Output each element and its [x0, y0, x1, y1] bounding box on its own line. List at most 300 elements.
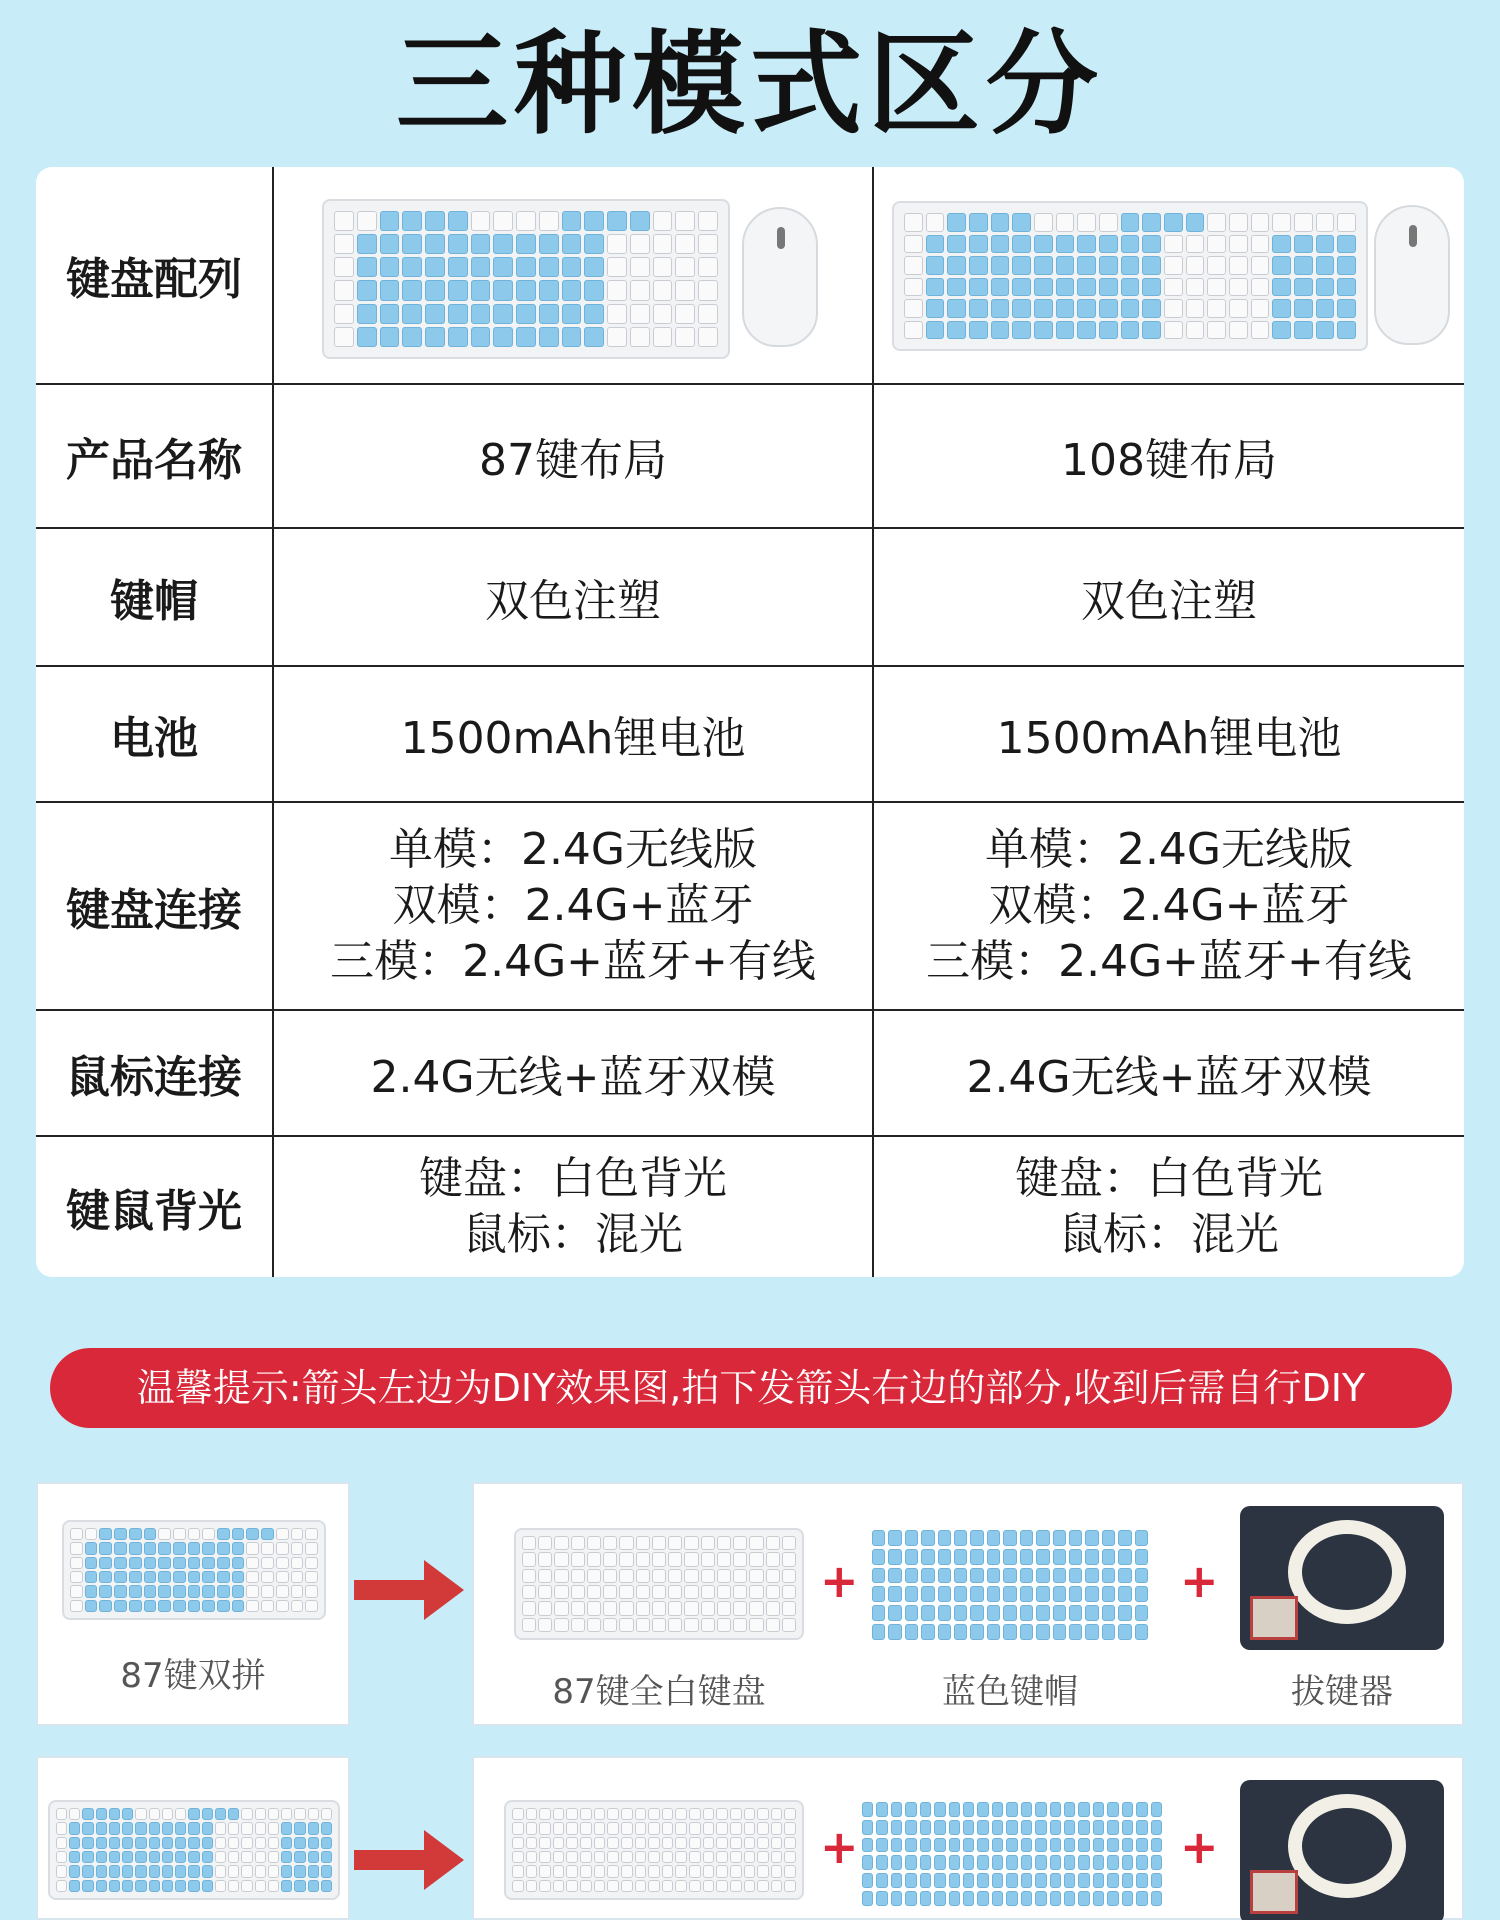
key	[1121, 278, 1140, 297]
key	[522, 1585, 536, 1599]
key	[1229, 299, 1248, 318]
key	[82, 1880, 93, 1892]
key	[584, 327, 604, 347]
key	[1251, 213, 1270, 232]
key	[122, 1822, 133, 1834]
key	[757, 1837, 769, 1849]
key	[85, 1557, 98, 1569]
key	[947, 256, 966, 275]
key	[268, 1865, 279, 1877]
key	[904, 321, 923, 340]
key	[891, 1873, 902, 1888]
key	[891, 1855, 902, 1870]
key	[784, 1808, 796, 1820]
row-label: 产品名称	[36, 385, 274, 527]
table-row	[36, 529, 1464, 665]
key	[784, 1880, 796, 1892]
key	[905, 1624, 918, 1640]
key	[96, 1880, 107, 1892]
key	[668, 1536, 682, 1550]
key	[607, 211, 627, 231]
key	[872, 1605, 885, 1621]
key	[675, 234, 695, 254]
key	[571, 1536, 585, 1550]
key	[334, 257, 354, 277]
key	[471, 280, 491, 300]
key	[261, 1585, 274, 1597]
key	[689, 1880, 701, 1892]
key	[587, 1585, 601, 1599]
key	[662, 1851, 674, 1863]
row-label: 键盘配列	[36, 167, 274, 383]
key	[1136, 1873, 1147, 1888]
key	[144, 1528, 157, 1540]
key	[987, 1549, 1000, 1565]
key	[1107, 1838, 1118, 1853]
key	[215, 1837, 226, 1849]
key	[977, 1855, 988, 1870]
key	[215, 1880, 226, 1892]
key	[1077, 235, 1096, 254]
key	[580, 1822, 592, 1834]
key	[526, 1808, 538, 1820]
key	[1078, 1802, 1089, 1817]
key	[1020, 1568, 1033, 1584]
key	[56, 1880, 67, 1892]
key	[135, 1880, 146, 1892]
key	[162, 1851, 173, 1863]
key	[70, 1542, 83, 1554]
key	[698, 234, 718, 254]
key	[977, 1873, 988, 1888]
key	[188, 1837, 199, 1849]
arrow-right-icon	[354, 1830, 464, 1890]
key	[621, 1851, 633, 1863]
key	[99, 1571, 112, 1583]
key	[1085, 1624, 1098, 1640]
key	[202, 1557, 215, 1569]
key	[594, 1880, 606, 1892]
key	[1135, 1605, 1148, 1621]
key	[522, 1601, 536, 1615]
key	[571, 1552, 585, 1566]
key	[636, 1601, 650, 1615]
key	[603, 1552, 617, 1566]
key	[1077, 213, 1096, 232]
key	[1012, 321, 1031, 340]
keyboard-108-duo-image	[48, 1800, 340, 1900]
key	[380, 234, 400, 254]
key	[920, 1802, 931, 1817]
key	[1056, 235, 1075, 254]
key	[562, 304, 582, 324]
key	[1151, 1802, 1162, 1817]
key	[1069, 1530, 1082, 1546]
key	[1099, 278, 1118, 297]
key	[255, 1865, 266, 1877]
key	[1207, 278, 1226, 297]
cell-line: 单模：2.4G无线版	[388, 824, 758, 875]
key	[334, 280, 354, 300]
keyboard-87-image	[322, 199, 730, 359]
key	[276, 1542, 289, 1554]
key	[305, 1542, 318, 1554]
key	[149, 1851, 160, 1863]
key	[1136, 1820, 1147, 1835]
key	[977, 1891, 988, 1906]
key	[991, 278, 1010, 297]
key	[305, 1528, 318, 1540]
key	[621, 1837, 633, 1849]
key	[553, 1822, 565, 1834]
key	[921, 1568, 934, 1584]
key	[246, 1600, 259, 1612]
key	[539, 1808, 551, 1820]
key	[744, 1822, 756, 1834]
key	[228, 1837, 239, 1849]
key	[1006, 1820, 1017, 1835]
cell-line: 键盘：白色背光	[419, 1153, 727, 1204]
key	[876, 1891, 887, 1906]
key	[905, 1605, 918, 1621]
key	[294, 1880, 305, 1892]
key	[926, 213, 945, 232]
key	[96, 1837, 107, 1849]
key	[652, 1585, 666, 1599]
key	[158, 1600, 171, 1612]
key	[969, 321, 988, 340]
key	[1099, 321, 1118, 340]
key	[114, 1571, 127, 1583]
key	[99, 1600, 112, 1612]
key	[144, 1557, 157, 1569]
key	[493, 234, 513, 254]
key	[56, 1865, 67, 1877]
key	[1151, 1820, 1162, 1835]
key	[294, 1865, 305, 1877]
key	[493, 280, 513, 300]
key	[905, 1586, 918, 1602]
key	[963, 1820, 974, 1835]
key	[144, 1571, 157, 1583]
key	[987, 1530, 1000, 1546]
key	[926, 299, 945, 318]
cell-value: 2.4G无线+蓝牙双模	[966, 1052, 1372, 1103]
key	[308, 1808, 319, 1820]
key	[69, 1851, 80, 1863]
key	[1056, 213, 1075, 232]
kb87-cell	[274, 167, 874, 383]
key	[246, 1571, 259, 1583]
key	[96, 1822, 107, 1834]
key	[698, 280, 718, 300]
key	[1107, 1873, 1118, 1888]
key	[580, 1865, 592, 1877]
key	[587, 1601, 601, 1615]
key	[730, 1837, 742, 1849]
key	[716, 1865, 728, 1877]
key	[969, 299, 988, 318]
key	[122, 1851, 133, 1863]
key	[635, 1822, 647, 1834]
cell-value: 1500mAh锂电池	[996, 713, 1342, 764]
key	[648, 1865, 660, 1877]
diy-source-panel	[36, 1482, 350, 1726]
key	[1020, 1530, 1033, 1546]
key	[1118, 1530, 1131, 1546]
key	[1122, 1802, 1133, 1817]
key	[1035, 1873, 1046, 1888]
key	[109, 1851, 120, 1863]
key	[635, 1880, 647, 1892]
key	[716, 1851, 728, 1863]
key	[921, 1586, 934, 1602]
key	[954, 1530, 967, 1546]
key	[1164, 235, 1183, 254]
key	[653, 234, 673, 254]
key	[635, 1865, 647, 1877]
key	[1164, 299, 1183, 318]
key	[730, 1851, 742, 1863]
key	[538, 1585, 552, 1599]
key	[1102, 1586, 1115, 1602]
key	[905, 1838, 916, 1853]
key	[175, 1822, 186, 1834]
key	[766, 1601, 780, 1615]
key	[862, 1873, 873, 1888]
key	[261, 1571, 274, 1583]
key	[1003, 1549, 1016, 1565]
key	[294, 1851, 305, 1863]
key	[949, 1873, 960, 1888]
key	[701, 1618, 715, 1632]
key	[1064, 1838, 1075, 1853]
key	[730, 1808, 742, 1820]
key	[380, 304, 400, 324]
key	[1142, 213, 1161, 232]
key	[291, 1542, 304, 1554]
key	[516, 280, 536, 300]
key	[1034, 235, 1053, 254]
key	[1135, 1624, 1148, 1640]
key	[99, 1542, 112, 1554]
key	[261, 1600, 274, 1612]
key	[872, 1624, 885, 1640]
key	[1099, 213, 1118, 232]
key	[733, 1552, 747, 1566]
key	[652, 1601, 666, 1615]
key	[114, 1600, 127, 1612]
key	[1012, 235, 1031, 254]
key	[619, 1536, 633, 1550]
key	[607, 1822, 619, 1834]
key	[603, 1536, 617, 1550]
key	[905, 1530, 918, 1546]
key	[217, 1528, 230, 1540]
key	[1069, 1586, 1082, 1602]
key	[733, 1569, 747, 1583]
cell-value: 2.4G无线+蓝牙双模	[274, 1011, 874, 1135]
key	[217, 1600, 230, 1612]
diy-source-label: 87键双拼	[120, 1656, 266, 1696]
key	[281, 1837, 292, 1849]
key	[757, 1865, 769, 1877]
kb108-cell	[874, 167, 1464, 383]
key	[782, 1552, 796, 1566]
key	[653, 280, 673, 300]
key	[749, 1601, 763, 1615]
key	[891, 1820, 902, 1835]
key	[162, 1865, 173, 1877]
key	[82, 1808, 93, 1820]
key	[562, 280, 582, 300]
mouse-image	[1374, 205, 1450, 345]
key	[448, 257, 468, 277]
key	[255, 1880, 266, 1892]
key	[607, 327, 627, 347]
key	[934, 1873, 945, 1888]
key	[1186, 235, 1205, 254]
key	[425, 257, 445, 277]
key	[949, 1802, 960, 1817]
keycap-puller-image	[1240, 1780, 1444, 1920]
cell-value: 1500mAh锂电池	[274, 667, 874, 801]
key	[305, 1600, 318, 1612]
key	[1107, 1855, 1118, 1870]
key	[733, 1585, 747, 1599]
key	[766, 1536, 780, 1550]
key	[1229, 256, 1248, 275]
key	[635, 1808, 647, 1820]
key	[321, 1865, 332, 1877]
key	[276, 1600, 289, 1612]
key	[703, 1822, 715, 1834]
key	[1012, 299, 1031, 318]
key	[630, 211, 650, 231]
key	[1006, 1802, 1017, 1817]
key	[188, 1880, 199, 1892]
diy-source-panel	[36, 1756, 350, 1920]
key	[716, 1808, 728, 1820]
key	[580, 1851, 592, 1863]
key	[619, 1552, 633, 1566]
key	[538, 1618, 552, 1632]
key	[493, 304, 513, 324]
key	[129, 1571, 142, 1583]
key	[1012, 278, 1031, 297]
key	[653, 257, 673, 277]
key	[554, 1601, 568, 1615]
cell-line: 鼠标：混光	[1059, 1209, 1279, 1260]
key	[96, 1851, 107, 1863]
key	[1337, 321, 1356, 340]
key	[522, 1552, 536, 1566]
key	[321, 1880, 332, 1892]
key	[99, 1528, 112, 1540]
key	[891, 1802, 902, 1817]
key	[662, 1865, 674, 1877]
key	[749, 1552, 763, 1566]
key	[1069, 1624, 1082, 1640]
key	[766, 1552, 780, 1566]
key	[281, 1822, 292, 1834]
key	[938, 1605, 951, 1621]
key	[607, 1880, 619, 1892]
key	[934, 1855, 945, 1870]
key	[619, 1618, 633, 1632]
key	[281, 1880, 292, 1892]
key	[668, 1552, 682, 1566]
key	[69, 1837, 80, 1849]
key	[992, 1891, 1003, 1906]
key	[232, 1600, 245, 1612]
key	[607, 1851, 619, 1863]
key	[717, 1618, 731, 1632]
part-label: 87键全白键盘	[552, 1672, 766, 1712]
key	[158, 1571, 171, 1583]
key	[1006, 1873, 1017, 1888]
key	[562, 234, 582, 254]
key	[175, 1808, 186, 1820]
key	[619, 1569, 633, 1583]
key	[1012, 213, 1031, 232]
key	[85, 1571, 98, 1583]
key	[122, 1837, 133, 1849]
key	[947, 299, 966, 318]
key	[425, 234, 445, 254]
key	[188, 1822, 199, 1834]
key	[698, 304, 718, 324]
key	[246, 1528, 259, 1540]
key	[380, 211, 400, 231]
spec-table	[36, 167, 1464, 1277]
key	[1337, 278, 1356, 297]
key	[744, 1865, 756, 1877]
key	[949, 1891, 960, 1906]
key	[538, 1569, 552, 1583]
key	[1142, 235, 1161, 254]
key	[594, 1851, 606, 1863]
key	[109, 1865, 120, 1877]
key	[1034, 278, 1053, 297]
key	[1186, 278, 1205, 297]
blue-keycaps-image	[872, 1530, 1148, 1640]
key	[636, 1618, 650, 1632]
key	[188, 1851, 199, 1863]
key	[684, 1552, 698, 1566]
key	[1316, 321, 1335, 340]
key	[175, 1851, 186, 1863]
key	[717, 1552, 731, 1566]
key	[730, 1822, 742, 1834]
key	[276, 1571, 289, 1583]
key	[675, 1865, 687, 1877]
key	[1229, 321, 1248, 340]
key	[1164, 321, 1183, 340]
key	[516, 211, 536, 231]
key	[652, 1552, 666, 1566]
key	[246, 1557, 259, 1569]
key	[554, 1536, 568, 1550]
key	[85, 1528, 98, 1540]
key	[553, 1837, 565, 1849]
key	[1003, 1605, 1016, 1621]
key	[1121, 235, 1140, 254]
key	[969, 235, 988, 254]
key	[471, 234, 491, 254]
key	[1035, 1855, 1046, 1870]
key	[516, 304, 536, 324]
